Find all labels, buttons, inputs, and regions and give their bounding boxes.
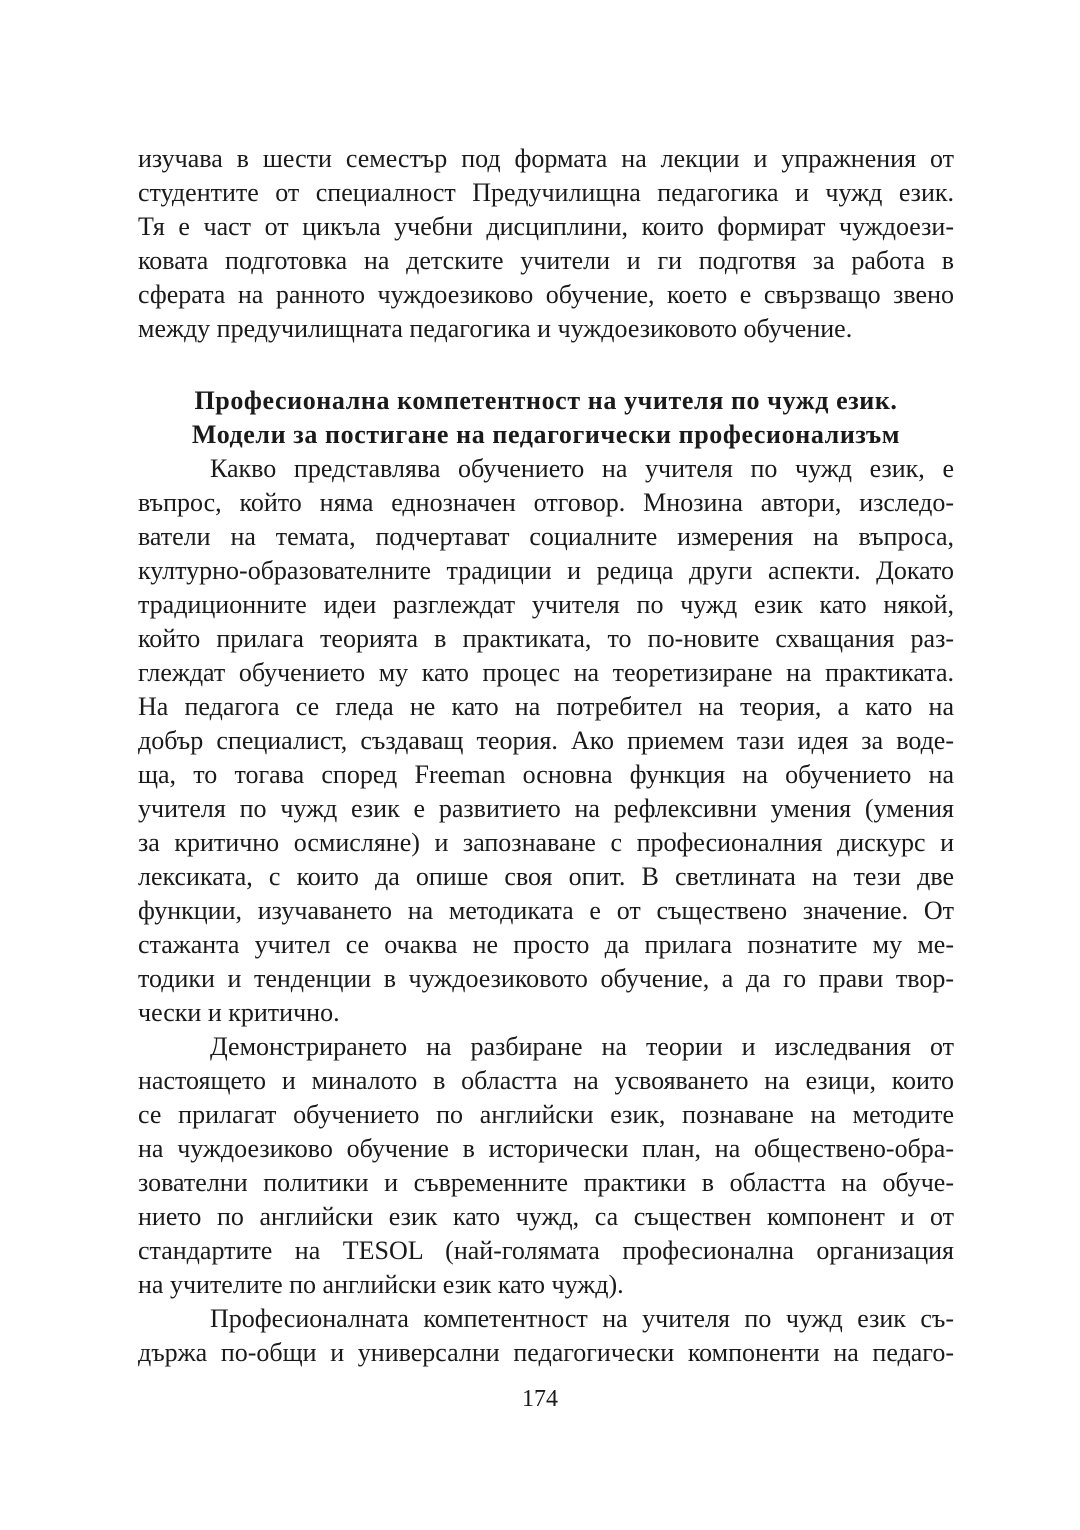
text-line: добър специалист, създаващ теория. Ако приемем тази идея за воде- xyxy=(138,726,954,755)
text-line: между предучилищната педагогика и чуждоезиковото обучение. xyxy=(138,314,853,343)
text-line: чески и критично. xyxy=(138,998,340,1027)
text-line: на чуждоезиково обучение в исторически план, на обществено-обра- xyxy=(138,1134,954,1163)
text-line: изучава в шести семестър под формата на лекции и упражнения от xyxy=(138,144,954,173)
paragraph-intro xyxy=(138,142,954,346)
text-line: държа по-общи и универсални педагогически компоненти на педаго- xyxy=(138,1338,954,1367)
text-line: Тя е част от цикъла учебни дисциплини, които формират чуждоези- xyxy=(138,212,954,241)
text-line: културно-образователните традиции и редица други аспекти. Докато xyxy=(138,556,954,585)
text-line: функции, изучаването на методиката е от съществено значение. От xyxy=(138,896,954,925)
text-line: сферата на ранното чуждоезиково обучение, което е свързващо звено xyxy=(138,280,954,309)
text-line: нието по английски език като чужд, са съществен компонент и от xyxy=(138,1202,954,1231)
spacer xyxy=(138,346,954,384)
text-line: Демонстрирането на разбиране на теории и изследвания от xyxy=(210,1032,954,1061)
text-line: ща, то тогава според Freeman основна функция на обучението на xyxy=(138,760,954,789)
text-line: Какво представлява обучението на учителя по чужд език, е xyxy=(210,454,954,483)
section-heading xyxy=(138,384,954,452)
text-line: тодики и тенденции в чуждоезиковото обучение, а да го прави твор- xyxy=(138,964,954,993)
text-line: стажанта учител се очаква не просто да прилага познатите му ме- xyxy=(138,930,954,959)
heading-line: Професионална компетентност на учителя по чужд език. xyxy=(194,386,898,415)
heading-line: Модели за постигане на педагогически професионализъм xyxy=(191,420,901,449)
text-line: стандартите на TESOL (най-голямата професионална организация xyxy=(138,1236,954,1265)
text-line: учителя по чужд език е развитието на рефлексивни умения (умения xyxy=(138,794,954,823)
text-line: глеждат обучението му като процес на теоретизиране на практиката. xyxy=(138,658,954,687)
paragraph-3 xyxy=(138,1302,954,1370)
text-line: на учителите по английски език като чужд). xyxy=(138,1270,624,1299)
text-line: ватели на темата, подчертават социалните измерения на въпроса, xyxy=(138,522,954,551)
text-line: за критично осмисляне) и запознаване с професионалния дискурс и xyxy=(138,828,954,857)
paragraph-2 xyxy=(138,1030,954,1302)
text-line: лексиката, с които да опише своя опит. В светлината на тези две xyxy=(138,862,954,891)
text-line: традиционните идеи разглеждат учителя по чужд език като някой, xyxy=(138,590,954,619)
page-number: 174 xyxy=(522,1386,558,1412)
text-line: На педагога се гледа не като на потребител на теория, а като на xyxy=(138,692,954,721)
text-line: се прилагат обучението по английски език, познаване на методите xyxy=(138,1100,954,1129)
text-line: въпрос, който няма еднозначен отговор. Мнозина автори, изследо- xyxy=(138,488,954,517)
text-line: Професионалната компетентност на учителя по чужд език съ- xyxy=(210,1304,954,1333)
page-body xyxy=(138,142,954,1442)
paragraph-1 xyxy=(138,452,954,1030)
text-line: зователни политики и съвременните практики в областта на обуче- xyxy=(138,1168,954,1197)
text-line: който прилага теорията в практиката, то по-новите схващания раз- xyxy=(138,624,954,653)
text-line: студентите от специалност Предучилищна педагогика и чужд език. xyxy=(138,178,954,207)
text-line: ковата подготовка на детските учители и ги подготвя за работа в xyxy=(138,246,954,275)
text-line: настоящето и миналото в областта на усвояването на езици, които xyxy=(138,1066,954,1095)
